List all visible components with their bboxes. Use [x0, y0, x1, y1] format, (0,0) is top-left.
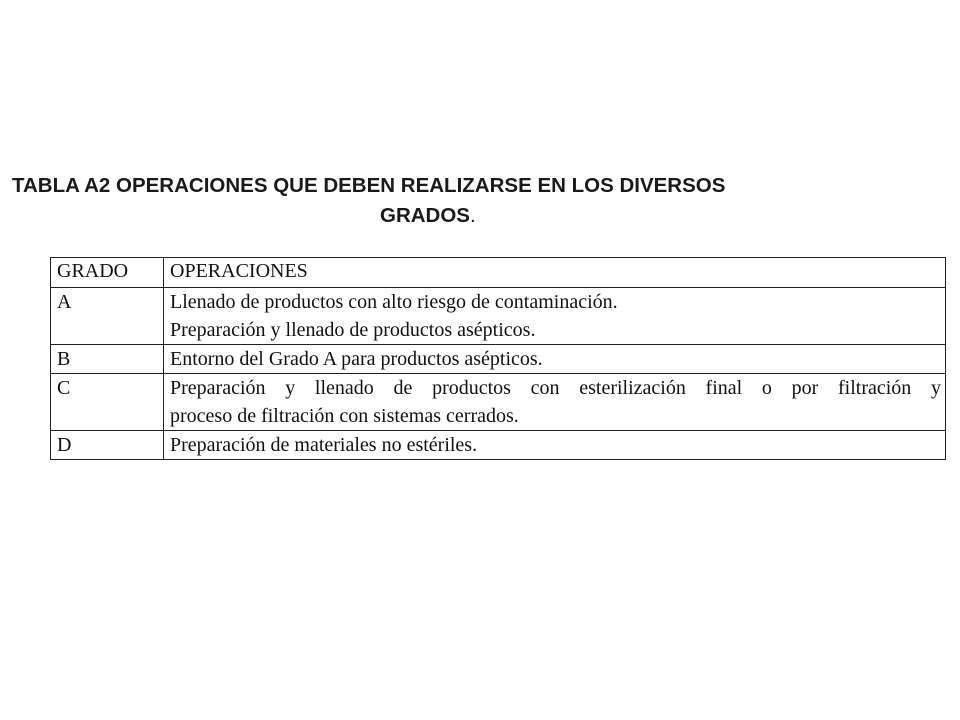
- table-row-d: [51, 431, 946, 460]
- table-row-a: [51, 288, 946, 345]
- operation-line: Preparación y llenado de productos asépticos.: [170, 319, 536, 341]
- table-title-line2-text: GRADOS: [380, 204, 470, 227]
- grade-cell-a: A: [51, 288, 164, 345]
- operation-line: Entorno del Grado A para productos asépticos.: [170, 348, 543, 370]
- table-row-c: [51, 374, 946, 431]
- table-title-line1: TABLA A2 OPERACIONES QUE DEBEN REALIZARSE EN LOS DIVERSOS: [12, 174, 726, 197]
- header-grado: GRADO: [51, 258, 164, 288]
- operation-line: Preparación y llenado de productos con esterilización final o por filtración y: [170, 377, 941, 399]
- operations-cell-d: [164, 431, 946, 460]
- grade-cell-b: B: [51, 345, 164, 374]
- table-title-line2: [12, 201, 872, 231]
- operations-table: [50, 257, 946, 460]
- grade-cell-c: C: [51, 374, 164, 431]
- header-operaciones: OPERACIONES: [164, 258, 946, 288]
- operations-cell-c: [164, 374, 946, 431]
- operation-line: Llenado de productos con alto riesgo de contaminación.: [170, 291, 618, 313]
- operations-cell-a: [164, 288, 946, 345]
- operations-cell-b: [164, 345, 946, 374]
- table-row-b: [51, 345, 946, 374]
- operation-line: Preparación de materiales no estériles.: [170, 434, 478, 456]
- operation-line: proceso de filtración con sistemas cerrados.: [170, 405, 519, 427]
- grade-cell-d: D: [51, 431, 164, 460]
- table-title-period: .: [469, 204, 476, 227]
- table-title: [12, 171, 872, 231]
- table-header-row: [51, 258, 946, 288]
